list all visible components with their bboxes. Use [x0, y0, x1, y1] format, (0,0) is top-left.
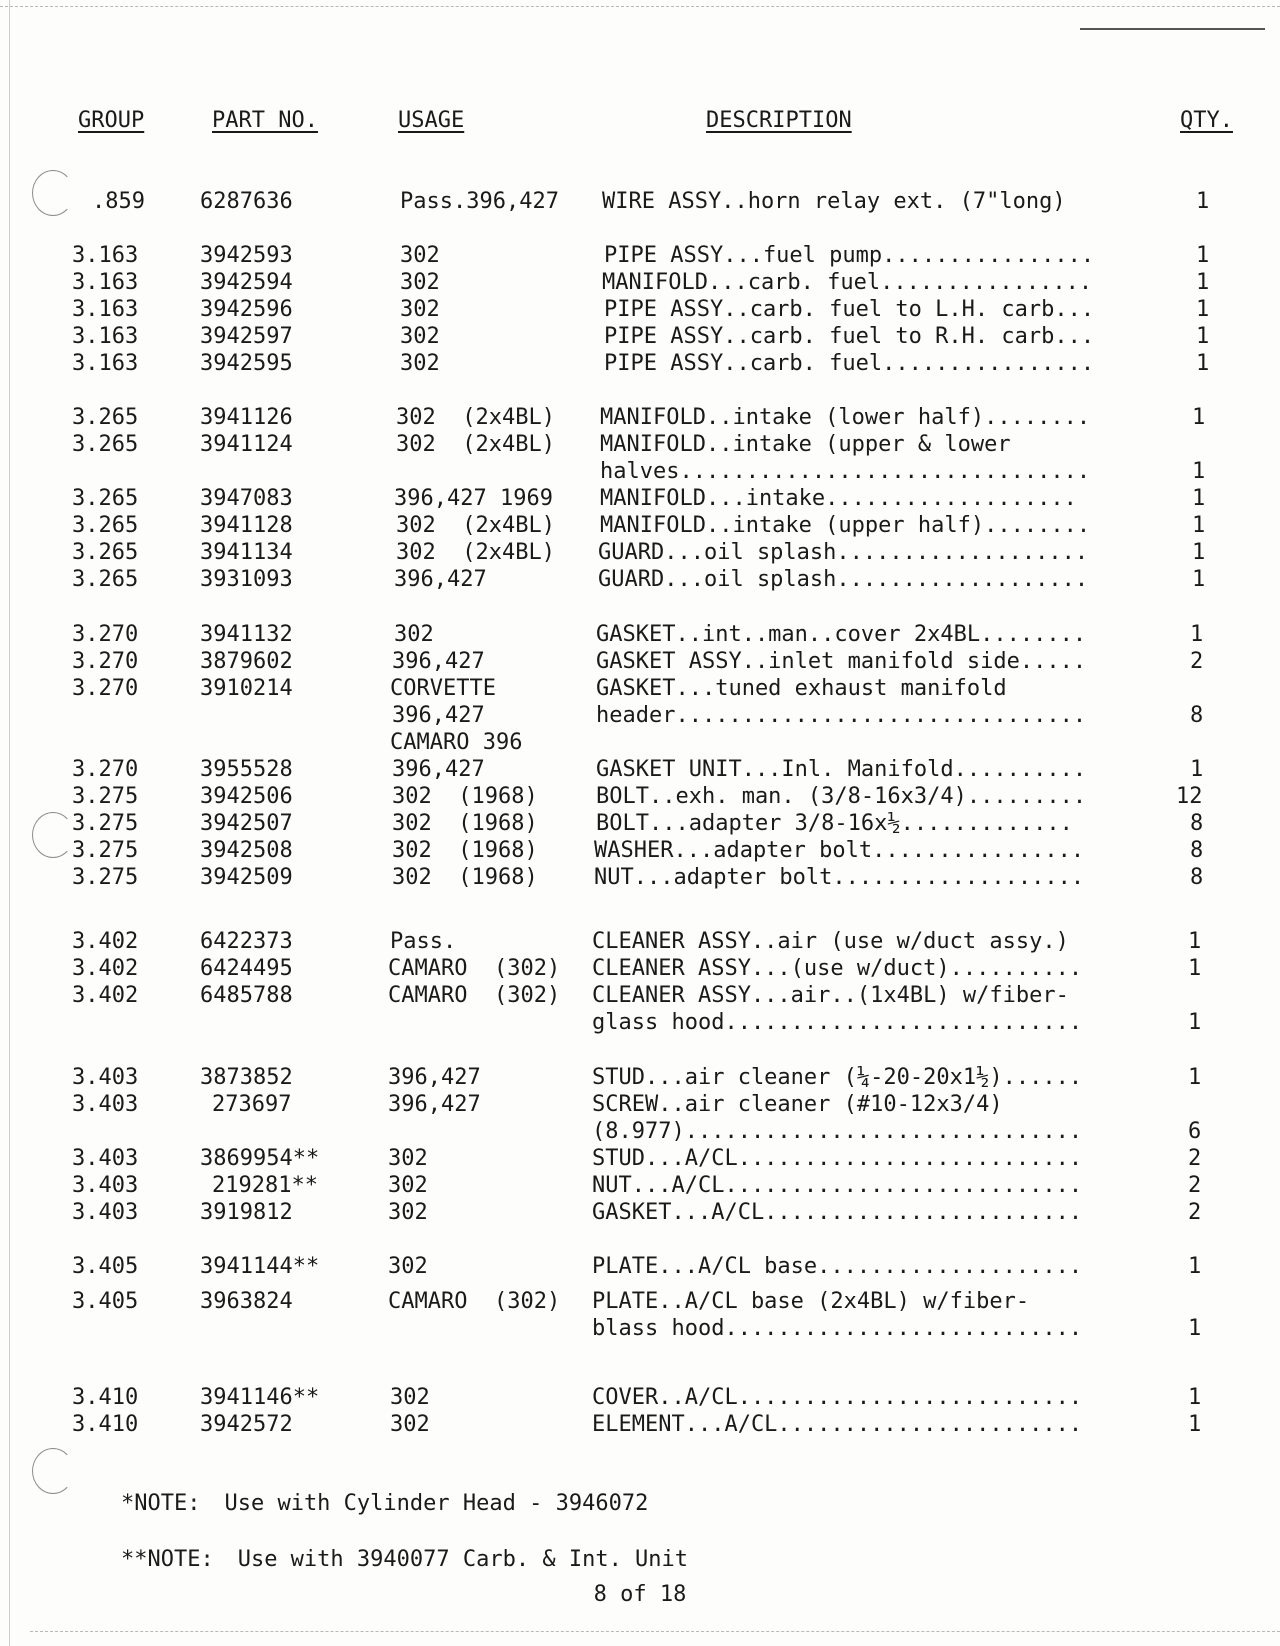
qty-cell: 1: [1188, 1065, 1202, 1090]
part-no-cell: 3941126: [200, 405, 293, 430]
description-cell: PIPE ASSY...fuel pump................: [604, 243, 1095, 268]
group-cell: .859: [92, 189, 145, 214]
qty-cell: 1: [1196, 324, 1210, 349]
usage-cell: 396,427 1969: [394, 486, 553, 511]
group-cell: 3.402: [72, 929, 139, 954]
qty-cell: 8: [1190, 703, 1204, 728]
part-no-cell: 3941128: [200, 513, 293, 538]
description-cell: GUARD...oil splash...................: [598, 540, 1089, 565]
usage-cell: 302 (2x4BL): [396, 432, 555, 457]
description-cell: MANIFOLD..intake (upper half)........: [600, 513, 1091, 538]
qty-cell: 1: [1192, 567, 1206, 592]
usage-cell-continued: 396,427: [392, 703, 485, 728]
usage-cell: CORVETTE: [390, 676, 496, 701]
usage-cell-continued: CAMARO 396: [390, 730, 523, 755]
usage-cell: 396,427: [388, 1065, 481, 1090]
header-usage: USAGE: [398, 108, 465, 133]
part-no-cell: 3942506: [200, 784, 293, 809]
group-cell: 3.265: [72, 405, 139, 430]
group-cell: 3.275: [72, 784, 139, 809]
part-no-cell: 3941124: [200, 432, 293, 457]
usage-cell: 302: [390, 1412, 430, 1437]
description-cell: PLATE..A/CL base (2x4BL) w/fiber-: [592, 1289, 1030, 1314]
qty-cell: 1: [1192, 540, 1206, 565]
note-2-text: Use with 3940077 Carb. & Int. Unit: [237, 1547, 689, 1572]
qty-cell: 1: [1192, 459, 1206, 484]
page-top-edge: [0, 6, 1280, 7]
usage-cell: 302 (1968): [392, 838, 538, 863]
group-cell: 3.403: [72, 1092, 139, 1117]
header-qty: QTY.: [1180, 108, 1233, 133]
part-no-cell: 3941146**: [200, 1385, 320, 1410]
description-cell-continued: glass hood...........................: [592, 1010, 1083, 1035]
description-cell: BOLT...adapter 3/8-16x½.............: [596, 811, 1073, 836]
part-no-cell: 6424495: [200, 956, 293, 981]
group-cell: 3.265: [72, 513, 139, 538]
group-cell: 3.163: [72, 324, 139, 349]
usage-cell: 302: [390, 1385, 430, 1410]
description-cell-continued: header...............................: [596, 703, 1087, 728]
usage-cell: 302 (1968): [392, 865, 538, 890]
usage-cell: 302: [388, 1173, 428, 1198]
part-no-cell: 3941144**: [200, 1254, 320, 1279]
description-cell: GASKET...tuned exhaust manifold: [596, 676, 1007, 701]
usage-cell: 302: [400, 243, 440, 268]
qty-cell: 1: [1188, 1316, 1202, 1341]
description-cell: COVER..A/CL..........................: [592, 1385, 1083, 1410]
usage-cell: 302: [388, 1254, 428, 1279]
group-cell: 3.275: [72, 838, 139, 863]
qty-cell: 1: [1196, 243, 1210, 268]
description-cell: PLATE...A/CL base....................: [592, 1254, 1083, 1279]
group-cell: 3.265: [72, 486, 139, 511]
qty-cell: 1: [1196, 351, 1210, 376]
qty-cell: 1: [1196, 297, 1210, 322]
qty-cell: 1: [1188, 1385, 1202, 1410]
qty-cell: 1: [1188, 1254, 1202, 1279]
part-no-cell: 3941132: [200, 622, 293, 647]
group-cell: 3.410: [72, 1385, 139, 1410]
punch-hole-top: [32, 170, 74, 216]
group-cell: 3.275: [72, 811, 139, 836]
header-description: DESCRIPTION: [706, 108, 852, 133]
usage-cell: 302 (2x4BL): [396, 540, 555, 565]
description-cell: GASKET...A/CL........................: [592, 1200, 1083, 1225]
group-cell: 3.402: [72, 983, 139, 1008]
description-cell: STUD...air cleaner (¼-20-20x1½)......: [592, 1065, 1083, 1090]
usage-cell: CAMARO (302): [388, 983, 561, 1008]
description-cell: PIPE ASSY..carb. fuel................: [604, 351, 1095, 376]
description-cell: GASKET ASSY..inlet manifold side.....: [596, 649, 1087, 674]
group-cell: 3.403: [72, 1065, 139, 1090]
usage-cell: 302: [388, 1146, 428, 1171]
part-no-cell: 3942597: [200, 324, 293, 349]
part-no-cell: 3869954**: [200, 1146, 320, 1171]
usage-cell: 302: [400, 324, 440, 349]
qty-cell: 8: [1190, 865, 1204, 890]
description-cell: MANIFOLD..intake (upper & lower: [600, 432, 1011, 457]
description-cell: STUD...A/CL..........................: [592, 1146, 1083, 1171]
description-cell: NUT...adapter bolt...................: [594, 865, 1085, 890]
note-1-text: Use with Cylinder Head - 3946072: [224, 1491, 649, 1516]
qty-cell: 12: [1176, 784, 1203, 809]
part-no-cell: 3955528: [200, 757, 293, 782]
group-cell: 3.270: [72, 676, 139, 701]
group-cell: 3.265: [72, 432, 139, 457]
description-cell: GASKET UNIT...Inl. Manifold..........: [596, 757, 1087, 782]
part-no-cell: 3941134: [200, 540, 293, 565]
description-cell: NUT...A/CL...........................: [592, 1173, 1083, 1198]
description-cell: GUARD...oil splash...................: [598, 567, 1089, 592]
page-number: 8 of 18: [593, 1582, 687, 1607]
part-no-cell: 3942596: [200, 297, 293, 322]
header-part-no: PART NO.: [212, 108, 318, 133]
qty-cell: 1: [1188, 956, 1202, 981]
qty-cell: 8: [1190, 811, 1204, 836]
group-cell: 3.410: [72, 1412, 139, 1437]
usage-cell: 302: [400, 297, 440, 322]
group-cell: 3.403: [72, 1146, 139, 1171]
part-no-cell: 3942572: [200, 1412, 293, 1437]
group-cell: 3.163: [72, 243, 139, 268]
part-no-cell: 3942595: [200, 351, 293, 376]
usage-cell: 396,427: [388, 1092, 481, 1117]
group-cell: 3.403: [72, 1173, 139, 1198]
qty-cell: 2: [1190, 649, 1204, 674]
qty-cell: 1: [1188, 1010, 1202, 1035]
usage-cell: 302 (1968): [392, 811, 538, 836]
usage-cell: CAMARO (302): [388, 1289, 561, 1314]
qty-cell: 2: [1188, 1173, 1202, 1198]
note-1-label: *NOTE:: [120, 1491, 201, 1516]
description-cell: GASKET..int..man..cover 2x4BL........: [596, 622, 1087, 647]
qty-cell: 1: [1196, 189, 1210, 214]
usage-cell: 396,427: [392, 757, 485, 782]
description-cell: CLEANER ASSY...(use w/duct)..........: [592, 956, 1083, 981]
group-cell: 3.163: [72, 351, 139, 376]
header-group: GROUP: [78, 108, 145, 133]
usage-cell: 302: [388, 1200, 428, 1225]
part-no-cell: 3942593: [200, 243, 293, 268]
page-left-edge: [9, 0, 10, 1646]
group-cell: 3.270: [72, 757, 139, 782]
description-cell: PIPE ASSY..carb. fuel to L.H. carb...: [604, 297, 1095, 322]
part-no-cell: 6287636: [200, 189, 293, 214]
page-bottom-edge: [30, 1631, 1280, 1632]
group-cell: 3.163: [72, 297, 139, 322]
description-cell: ELEMENT...A/CL.......................: [592, 1412, 1083, 1437]
part-no-cell: 3931093: [200, 567, 293, 592]
description-cell: BOLT..exh. man. (3/8-16x3/4).........: [596, 784, 1087, 809]
part-no-cell: 3910214: [200, 676, 293, 701]
group-cell: 3.405: [72, 1289, 139, 1314]
part-no-cell: 3963824: [200, 1289, 293, 1314]
part-no-cell: 219281**: [212, 1173, 318, 1198]
description-cell: MANIFOLD...intake...................: [600, 486, 1077, 511]
group-cell: 3.265: [72, 540, 139, 565]
description-cell: CLEANER ASSY..air (use w/duct assy.): [592, 929, 1069, 954]
description-cell: MANIFOLD..intake (lower half)........: [600, 405, 1091, 430]
qty-cell: 1: [1192, 486, 1206, 511]
description-cell: WASHER...adapter bolt................: [594, 838, 1085, 863]
group-cell: 3.270: [72, 649, 139, 674]
qty-cell: 6: [1188, 1119, 1202, 1144]
part-no-cell: 6422373: [200, 929, 293, 954]
description-cell-continued: (8.977)..............................: [592, 1119, 1083, 1144]
usage-cell: 302: [394, 622, 434, 647]
qty-cell: 8: [1190, 838, 1204, 863]
usage-cell: 302: [400, 270, 440, 295]
group-cell: 3.275: [72, 865, 139, 890]
usage-cell: 302 (2x4BL): [396, 405, 555, 430]
part-no-cell: 3879602: [200, 649, 293, 674]
part-no-cell: 273697: [212, 1092, 292, 1117]
usage-cell: 302: [400, 351, 440, 376]
group-cell: 3.405: [72, 1254, 139, 1279]
part-no-cell: 3919812: [200, 1200, 293, 1225]
part-no-cell: 3947083: [200, 486, 293, 511]
page-top-mark: [1080, 28, 1265, 30]
usage-cell: 396,427: [392, 649, 485, 674]
part-no-cell: 3942594: [200, 270, 293, 295]
group-cell: 3.163: [72, 270, 139, 295]
qty-cell: 1: [1192, 405, 1206, 430]
part-no-cell: 6485788: [200, 983, 293, 1008]
qty-cell: 2: [1188, 1146, 1202, 1171]
usage-cell: Pass.396,427: [400, 189, 559, 214]
qty-cell: 1: [1188, 1412, 1202, 1437]
usage-cell: CAMARO (302): [388, 956, 561, 981]
part-no-cell: 3873852: [200, 1065, 293, 1090]
part-no-cell: 3942509: [200, 865, 293, 890]
usage-cell: 302 (1968): [392, 784, 538, 809]
qty-cell: 1: [1190, 622, 1204, 647]
description-cell: CLEANER ASSY...air..(1x4BL) w/fiber-: [592, 983, 1069, 1008]
group-cell: 3.265: [72, 567, 139, 592]
group-cell: 3.270: [72, 622, 139, 647]
part-no-cell: 3942507: [200, 811, 293, 836]
qty-cell: 1: [1192, 513, 1206, 538]
qty-cell: 1: [1196, 270, 1210, 295]
qty-cell: 2: [1188, 1200, 1202, 1225]
description-cell: MANIFOLD...carb. fuel................: [602, 270, 1093, 295]
note-2-label: **NOTE:: [120, 1547, 214, 1572]
usage-cell: 396,427: [394, 567, 487, 592]
punch-hole-middle: [32, 812, 74, 858]
description-cell: SCREW..air cleaner (#10-12x3/4): [592, 1092, 1003, 1117]
qty-cell: 1: [1190, 757, 1204, 782]
description-cell: WIRE ASSY..horn relay ext. (7"long): [602, 189, 1066, 214]
group-cell: 3.402: [72, 956, 139, 981]
part-no-cell: 3942508: [200, 838, 293, 863]
usage-cell: 302 (2x4BL): [396, 513, 555, 538]
usage-cell: Pass.: [390, 929, 457, 954]
description-cell: PIPE ASSY..carb. fuel to R.H. carb...: [604, 324, 1095, 349]
description-cell-continued: halves...............................: [600, 459, 1091, 484]
group-cell: 3.403: [72, 1200, 139, 1225]
qty-cell: 1: [1188, 929, 1202, 954]
description-cell-continued: blass hood...........................: [592, 1316, 1083, 1341]
